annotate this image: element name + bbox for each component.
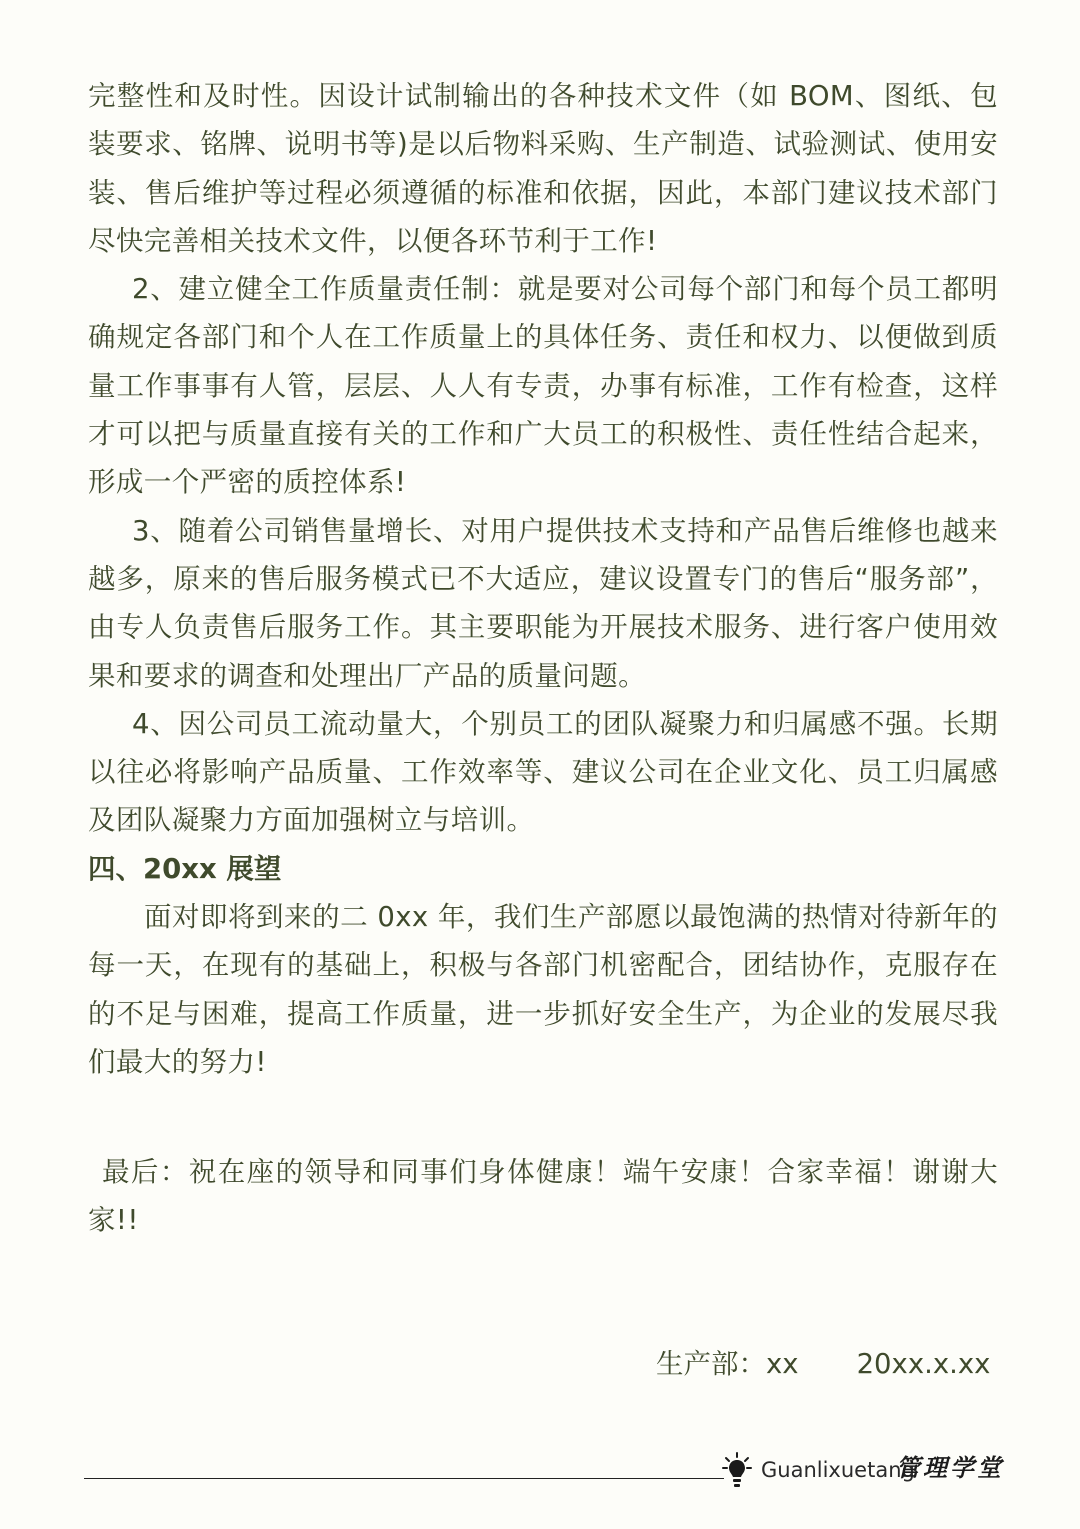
closing-section <box>88 1148 998 1245</box>
paragraph-quality-responsibility: 2、建立健全工作质量责任制：就是要对公司每个部门和每个员工都明确规定各部门和个人在工作质量上的具体任务、责任和权力、以便做到质量工作事事有人管，层层、人人有专责，办事有标准，工作有检查，这样才可以把与质量直接有关的工作和广大员工的积极性、责任性结合起来，形成一个严密的质控体系! <box>88 273 998 499</box>
signature-date: 20xx.x.xx <box>856 1348 991 1380</box>
footer-brand-latin: Guanlixuetang <box>761 1458 915 1482</box>
section-heading-outlook: 四、20xx 展望 <box>88 852 282 885</box>
document-body <box>88 72 998 1086</box>
signature-block <box>656 1344 990 1384</box>
paragraph-technical-docs: 完整性和及时性。因设计试制输出的各种技术文件（如 BOM、图纸、包装要求、铭牌、说明书等)是以后物料采购、生产制造、试验测试、使用安装、售后维护等过程必须遵循的标准和依据，因此，本部门建议技术部门尽快完善相关技术文件，以便各环节利于工作! <box>88 80 998 257</box>
footer-divider <box>84 1478 724 1479</box>
paragraph-after-sales-service: 3、随着公司销售量增长、对用户提供技术支持和产品售后维修也越来越多，原来的售后服务模式已不大适应，建议设置专门的售后“服务部”，由专人负责售后服务工作。其主要职能为开展技术服务、进行客户使用效果和要求的调查和处理出厂产品的质量问题。 <box>88 514 998 692</box>
signature-department: 生产部：xx <box>656 1348 799 1380</box>
closing-remarks: 最后：祝在座的领导和同事们身体健康！端午安康！合家幸福！谢谢大家!! <box>88 1156 998 1237</box>
footer-brand-chinese: 管理学堂 <box>896 1454 1004 1482</box>
paragraph-outlook: 面对即将到来的二 0xx 年，我们生产部愿以最饱满的热情对待新年的每一天，在现有的基础上，积极与各部门机密配合，团结协作，克服存在的不足与困难，提高工作质量，进一步抓好安全生产，为企业的发展尽我们最大的努力! <box>88 901 998 1078</box>
lightbulb-icon <box>722 1452 752 1492</box>
paragraph-team-cohesion: 4、因公司员工流动量大，个别员工的团队凝聚力和归属感不强。长期以往必将影响产品质量、工作效率等、建议公司在企业文化、员工归属感及团队凝聚力方面加强树立与培训。 <box>88 707 998 837</box>
